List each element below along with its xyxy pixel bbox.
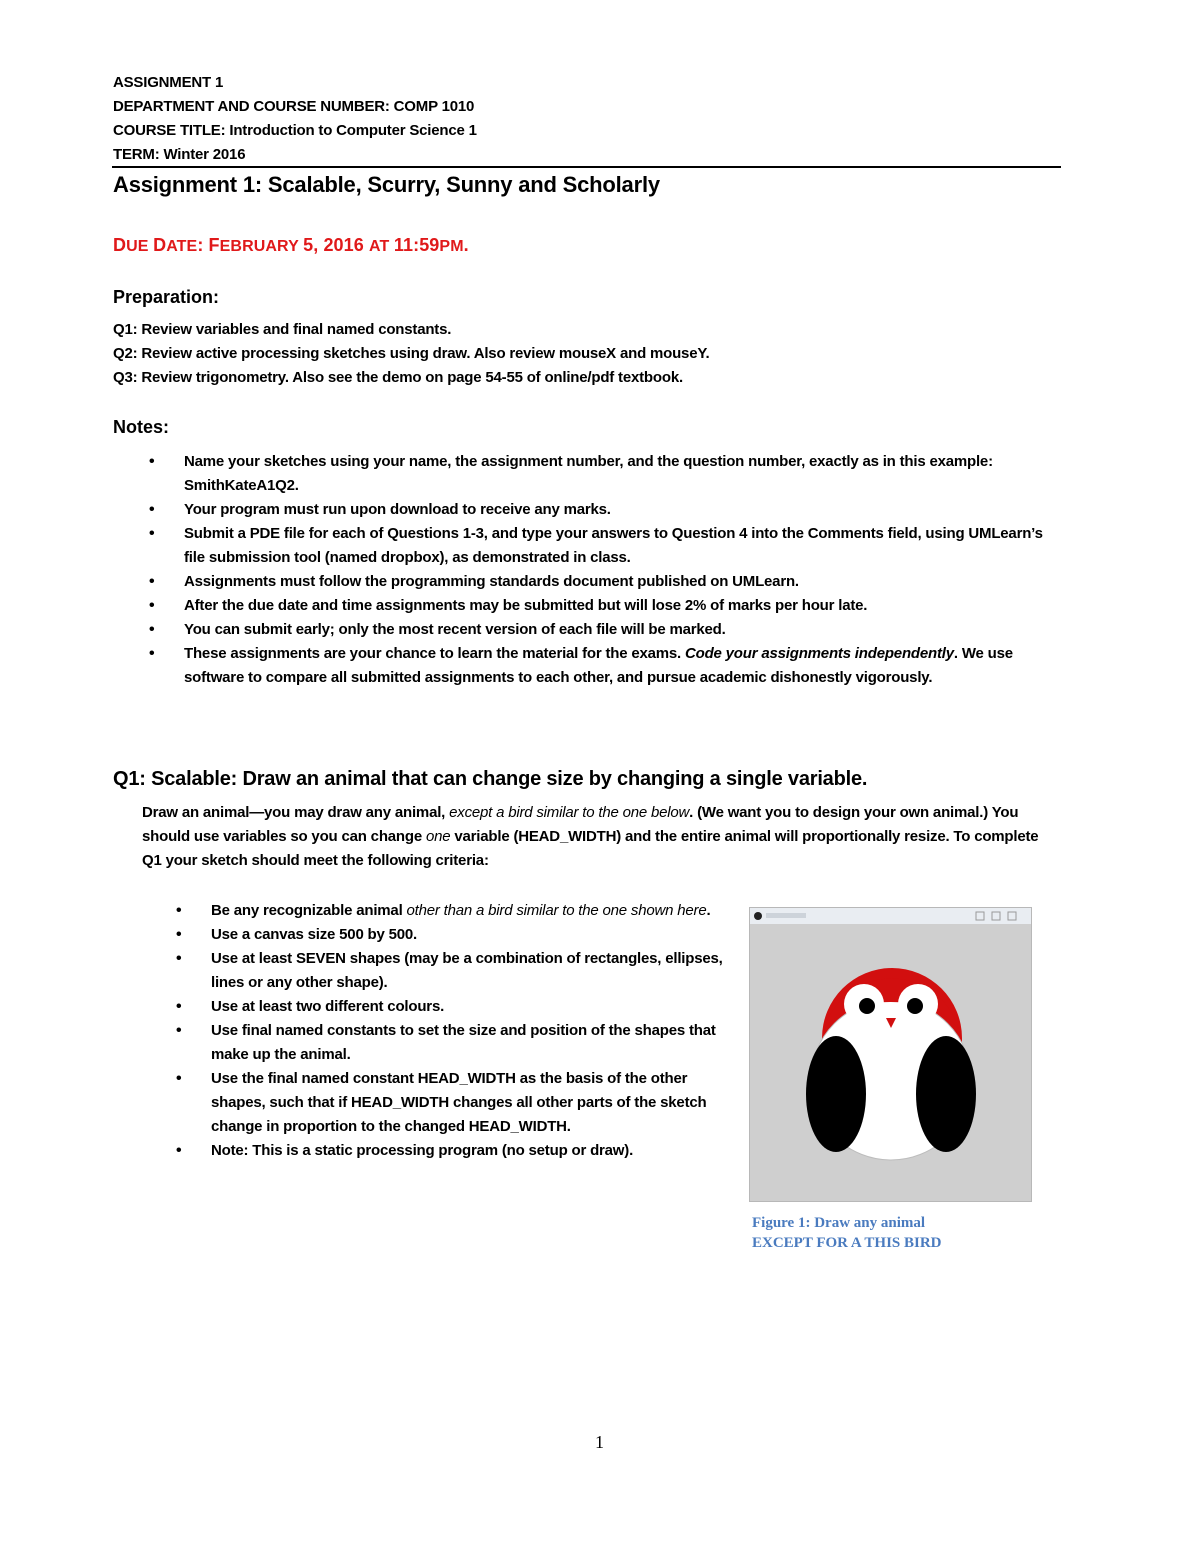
list-item: • Use a canvas size 500 by 500. xyxy=(173,923,733,947)
list-item: • Assignments must follow the programming standards document published on UMLearn. xyxy=(146,570,1056,594)
due-d2s: ATE xyxy=(166,238,198,255)
q1-para-b: except a bird similar to the one below xyxy=(449,804,690,821)
dept-label: DEPARTMENT AND COURSE NUMBER: xyxy=(113,98,394,115)
bird-left-pupil xyxy=(859,998,875,1014)
list-item xyxy=(173,899,733,923)
due-date-value: 5, 2016 xyxy=(303,235,369,255)
app-icon xyxy=(754,912,762,920)
figure-caption-line2: EXCEPT FOR A THIS BIRD xyxy=(752,1235,942,1251)
figure-caption xyxy=(752,1213,942,1253)
page-title: Assignment 1: Scalable, Scurry, Sunny and Scholarly xyxy=(113,172,660,197)
list-item: • Use at least SEVEN shapes (may be a combination of rectangles, ellipses, lines or any other shape). xyxy=(173,947,733,995)
c1c: . xyxy=(706,902,711,919)
list-item: • Use final named constants to set the size and position of the shapes that make up the animal. xyxy=(173,1019,733,1067)
due-d1: D xyxy=(113,235,127,255)
q1-criteria-list xyxy=(173,899,733,1163)
due-date xyxy=(113,235,469,256)
list-item: • Submit a PDE file for each of Questions 1-3, and type your answers to Question 4 into the Comments field, using UMLearn’s file submission tool (named dropbox), as demonstrated in class. xyxy=(146,522,1056,570)
term-label: TERM: xyxy=(113,146,164,163)
header-assignment: ASSIGNMENT 1 xyxy=(113,74,224,91)
due-pm: PM xyxy=(439,238,464,255)
header-term xyxy=(113,146,245,164)
header-department xyxy=(113,98,474,116)
c1b: other than a bird similar to the one shown here xyxy=(406,902,707,919)
course-label: COURSE TITLE: xyxy=(113,122,230,139)
due-d1s: UE xyxy=(126,238,154,255)
notes-last-a: These assignments are your chance to learn the material for the exams. xyxy=(184,645,685,662)
list-item xyxy=(146,642,1056,690)
prep-q3: Q3: Review trigonometry. Also see the demo on page 54-55 of online/pdf textbook. xyxy=(113,369,683,386)
list-item: • You can submit early; only the most recent version of each file will be marked. xyxy=(146,618,1056,642)
bird-left-wing xyxy=(806,1036,866,1152)
due-colon: : xyxy=(197,235,209,255)
course-value: Introduction to Computer Science 1 xyxy=(229,122,477,139)
q1-para-e: variable (HEAD_WIDTH) and the entire animal will proportionally resize. To complete Q1 your sketch should meet the following criteria: xyxy=(142,828,1039,869)
notes-list xyxy=(146,450,1056,690)
list-item: • Use the final named constant HEAD_WIDTH as the basis of the other shapes, such that if HEAD_WIDTH changes all other parts of the sketch change in proportion to the changed HEAD_WIDTH. xyxy=(173,1067,733,1139)
due-d2: D xyxy=(153,235,167,255)
list-item: • Your program must run upon download to receive any marks. xyxy=(146,498,1056,522)
list-item: • Use at least two different colours. xyxy=(173,995,733,1019)
list-item: • After the due date and time assignments may be submitted but will lose 2% of marks per hour late. xyxy=(146,594,1056,618)
q1-para-d: one xyxy=(425,828,451,845)
due-dot: . xyxy=(463,235,469,255)
preparation-heading: Preparation: xyxy=(113,287,220,307)
page-number: 1 xyxy=(595,1432,604,1452)
term-value: Winter 2016 xyxy=(163,146,246,163)
prep-q1: Q1: Review variables and final named constants. xyxy=(113,321,452,338)
due-f1: F xyxy=(208,235,220,255)
list-item: • Name your sketches using your name, the assignment number, and the question number, exactly as in this example: SmithKateA1Q2. xyxy=(146,450,1056,498)
dept-value: COMP 1010 xyxy=(393,98,475,115)
list-item: • Note: This is a static processing program (no setup or draw). xyxy=(173,1139,733,1163)
bird-right-pupil xyxy=(907,998,923,1014)
figure-bird-screenshot xyxy=(749,907,1032,1202)
prep-q2: Q2: Review active processing sketches using draw. Also review mouseX and mouseY. xyxy=(113,345,710,362)
notes-last-c: . We use software to compare all submitted assignments to each other, and pursue academic dishonestly vigorously. xyxy=(184,645,1013,686)
due-f1s: EBRUARY xyxy=(219,238,304,255)
q1-para-c: . (We want you to design your own animal.) You should use variables so you can change xyxy=(142,804,1019,845)
q1-para-a: Draw an animal—you may draw any animal, xyxy=(142,804,450,821)
due-at: AT xyxy=(368,238,394,255)
c1a: Be any recognizable animal xyxy=(211,902,407,919)
q1-title: Q1: Scalable: Draw an animal that can change size by changing a single variable. xyxy=(113,768,868,790)
bird-illustration xyxy=(750,908,1031,1201)
header-rule xyxy=(112,166,1061,168)
q1-paragraph xyxy=(142,801,1047,873)
window-title-blur xyxy=(766,913,806,918)
notes-last-b: Code your assignments independently xyxy=(685,645,954,662)
header-course-title xyxy=(113,122,477,140)
bird-right-wing xyxy=(916,1036,976,1152)
due-time: 11:59 xyxy=(393,235,440,255)
notes-heading: Notes: xyxy=(113,417,170,437)
figure-caption-line1: Figure 1: Draw any animal xyxy=(752,1215,926,1231)
